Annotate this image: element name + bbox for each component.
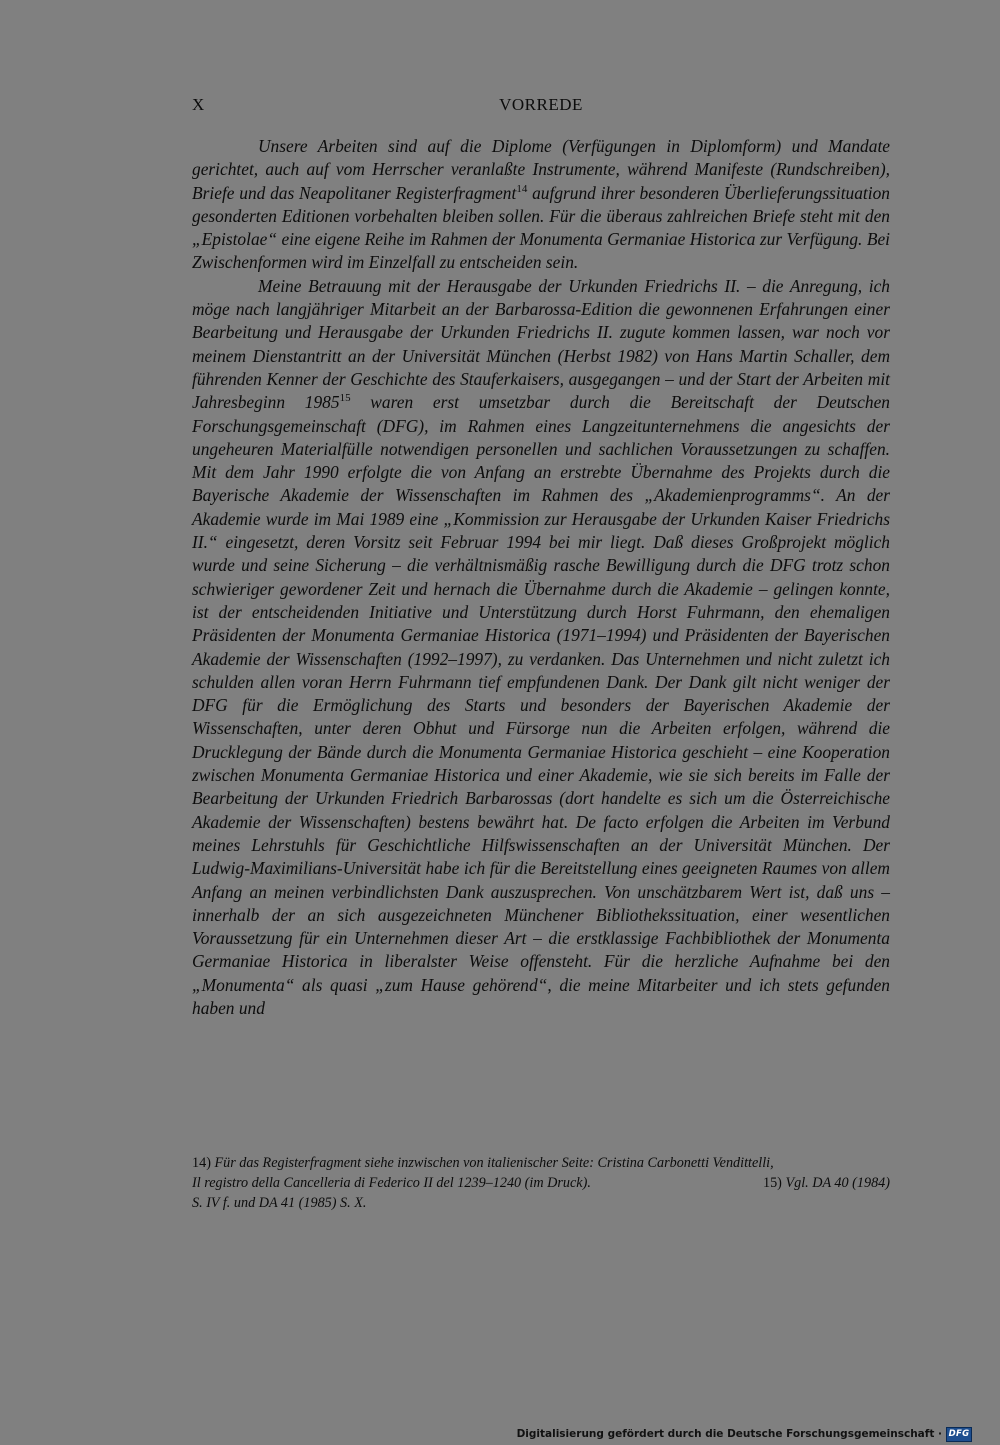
footnotes: [192, 1153, 890, 1213]
dfg-logo-icon: DFG: [946, 1427, 972, 1442]
paragraph-2-text-a: Meine Betrauung mit der Herausgabe der Urkunden Friedrichs II. – die Anregung, ich möge nach langjähriger Mitarbeit an der Barbarossa-Edition die gewonnenen Erfahrungen einer Bearbeitung und Herausgabe der Urkunden Friedrichs II. zugute kommen lassen, war noch vor meinem Dienstantritt an der Universität München (Herbst 1982) von Hans Martin Schaller, dem führenden Kenner der Geschichte des Stauferkaisers, ausgegangen – und der Start der Arbeiten mit Jahresbeginn 1985: [192, 275, 890, 413]
footnote-14-text-1: Für das Registerfragment siehe inzwischen von italienischer Seite: Cristina Carbonetti Vendittelli,: [214, 1155, 774, 1171]
digitization-credit: [517, 1426, 972, 1442]
main-text: [192, 135, 890, 1020]
page-header: [192, 95, 890, 117]
paragraph-1: [192, 135, 890, 275]
running-title: VORREDE: [499, 95, 583, 114]
footnote-14-line-2: [192, 1173, 890, 1193]
footnote-15-text-b: S. IV f. und DA 41 (1985) S. X.: [192, 1195, 367, 1211]
footnote-14-text-2: Il registro della Cancelleria di Federico II del 1239–1240 (im Druck).: [192, 1175, 591, 1191]
footnote-15-text-a: Vgl. DA 40 (1984): [785, 1175, 890, 1191]
footnote-15-start: [763, 1173, 890, 1193]
page-number: X: [192, 95, 205, 114]
footnote-15-number: 15): [762, 1175, 782, 1191]
footnote-ref-15[interactable]: 15: [339, 392, 351, 405]
footnote-14-number: 14): [192, 1155, 211, 1171]
footnote-ref-14[interactable]: 14: [516, 182, 528, 195]
credit-text: Digitalisierung gefördert durch die Deutsche Forschungsgemeinschaft ·: [516, 1428, 942, 1440]
paragraph-2-text-b: waren erst umsetzbar durch die Bereitschaft der Deutschen Forschungsgemeinschaft (DFG), im Rahmen eines Langzeitunternehmens die angesichts der ungeheuren Materialfülle notwendigen personellen und sachlichen Voraussetzungen zu schaffen. Mit dem Jahr 1990 erfolgte die von Anfang an erstrebte Übernahme des Projekts durch die Bayerische Akademie der Wissenschaften im Rahmen des „Akademienprogramms“. An der Akademie wurde im Mai 1989 eine „Kommission zur Herausgabe der Urkunden Kaiser Friedrichs II.“ eingesetzt, deren Vorsitz seit Februar 1994 bei mir liegt. Daß dieses Großprojekt möglich wurde und seine Sicherung – die verhältnismäßig rasche Bewilligung durch die DFG trotz schon schwieriger gewordener Zeit und hernach die Übernahme durch die Akademie – gelingen konnte, ist der entscheidenden Initiative und Unterstützung durch Horst Fuhrmann, den ehemaligen Präsidenten der Monumenta Germaniae Historica (1971–1994) und Präsidenten der Bayerischen Akademie der Wissenschaften (1992–1997), zu verdanken. Das Unternehmen und nicht zuletzt ich schulden allen voran Herrn Fuhrmann tief empfundenen Dank. Der Dank gilt nicht weniger der DFG für die Ermöglichung des Starts und besonders der Bayerischen Akademie der Wissenschaften, unter deren Obhut und Fürsorge nun die Arbeiten erfolgen, während die Drucklegung der Bände durch die Monumenta Germaniae Historica geschieht – eine Kooperation zwischen Monumenta Germaniae Historica und einer Akademie, wie sie sich bereits im Falle der Bearbeitung der Urkunden Friedrich Barbarossas (dort handelte es sich um die Österreichische Akademie der Wissenschaften) bestens bewährt hat. De facto erfolgen die Arbeiten im Verbund meines Lehrstuhls für Geschichtliche Hilfswissenschaften an der Universität München. Der Ludwig-Maximilians-Universität habe ich für die Bereitstellung eines geeigneten Raumes von allem Anfang an meinen verbindlichsten Dank auszusprechen. Von unschätzbarem Wert ist, daß uns – innerhalb der an sich ausgezeichneten Münchener Bibliothekssituation, einer wesentlichen Voraussetzung für ein Unternehmen dieser Art – die erstklassige Fachbibliothek der Monumenta Germaniae Historica in liberalster Weise offensteht. Für die herzliche Aufnahme bei den „Monumenta“ als quasi „zum Hause gehörend“, die meine Mitarbeiter und ich stets gefunden haben und: [192, 392, 890, 1018]
paragraph-1-text-b: aufgrund ihrer besonderen Überlieferungssituation gesonderten Editionen vorbehalten bleiben sollen. Für die überaus zahlreichen Briefe steht mit den „Epistolae“ eine eigene Reihe im Rahmen der Monumenta Germaniae Historica zur Verfügung. Bei Zwischenformen wird im Einzelfall zu entscheiden sein.: [192, 182, 890, 273]
paragraph-2: [192, 275, 890, 1021]
footnote-15-line-2: [192, 1193, 890, 1213]
footnote-14-line-1: [192, 1153, 890, 1173]
paragraph-1-text-a: Unsere Arbeiten sind auf die Diplome (Verfügungen in Diplomform) und Mandate gerichtet, auch auf vom Herrscher veranlaßte Instrumente, während Manifeste (Rundschreiben), Briefe und das Neapolitaner Registerfragment: [192, 136, 890, 203]
